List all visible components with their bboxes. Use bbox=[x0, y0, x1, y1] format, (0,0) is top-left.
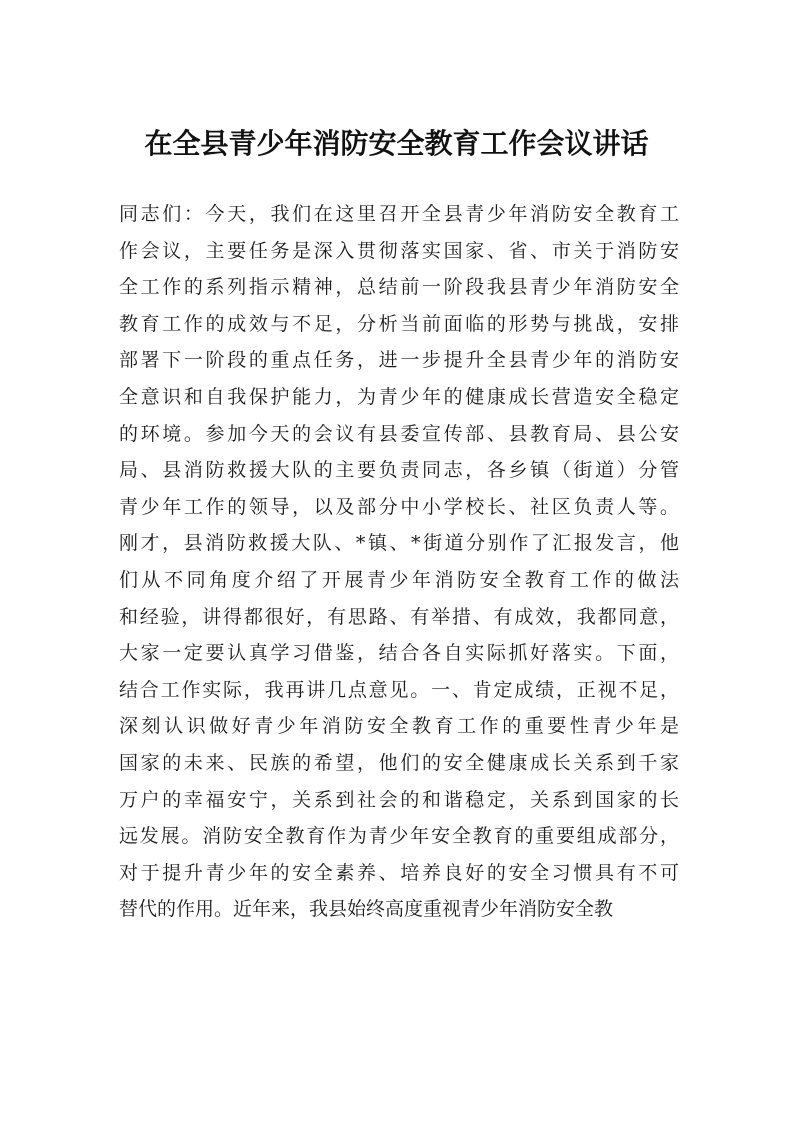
body-line: 国家的未来、民族的希望，他们的安全健康成长关系到千家 bbox=[119, 751, 679, 774]
body-line: 全工作的系列指示精神，总结前一阶段我县青少年消防安全 bbox=[119, 276, 679, 299]
body-line: 同志们：今天，我们在这里召开全县青少年消防安全教育工 bbox=[119, 203, 679, 225]
body-line: 局、县消防救援大队的主要负责同志，各乡镇（街道）分管 bbox=[119, 459, 679, 482]
body-line: 结合工作实际，我再讲几点意见。一、肯定成绩，正视不足， bbox=[119, 678, 679, 701]
body-line: 深刻认识做好青少年消防安全教育工作的重要性青少年是 bbox=[119, 715, 679, 738]
body-line: 的环境。参加今天的会议有县委宣传部、县教育局、县公安 bbox=[119, 422, 679, 445]
body-line: 作会议，主要任务是深入贯彻落实国家、省、市关于消防安 bbox=[119, 239, 679, 262]
body-line: 对于提升青少年的安全素养、培养良好的安全习惯具有不可 bbox=[119, 861, 679, 884]
body-line: 远发展。消防安全教育作为青少年安全教育的重要组成部分， bbox=[119, 825, 679, 848]
body-line: 替代的作用。近年来，我县始终高度重视青少年消防安全教 bbox=[119, 898, 614, 921]
body-line: 刚才，县消防救援大队、*镇、*街道分别作了汇报发言，他 bbox=[119, 532, 679, 555]
body-line: 教育工作的成效与不足，分析当前面临的形势与挑战，安排 bbox=[119, 312, 679, 335]
document-title: 在全县青少年消防安全教育工作会议讲话 bbox=[144, 127, 649, 160]
body-line: 青少年工作的领导，以及部分中小学校长、社区负责人等。 bbox=[119, 495, 679, 518]
body-line: 部署下一阶段的重点任务，进一步提升全县青少年的消防安 bbox=[119, 349, 679, 372]
body-line: 们从不同角度介绍了开展青少年消防安全教育工作的做法 bbox=[119, 568, 679, 591]
body-line: 和经验，讲得都很好，有思路、有举措、有成效，我都同意， bbox=[119, 605, 679, 628]
document-body bbox=[119, 196, 679, 928]
body-line: 大家一定要认真学习借鉴，结合各自实际抓好落实。下面， bbox=[119, 642, 679, 665]
body-line: 全意识和自我保护能力，为青少年的健康成长营造安全稳定 bbox=[119, 385, 679, 408]
body-line: 万户的幸福安宁，关系到社会的和谐稳定，关系到国家的长 bbox=[119, 788, 679, 811]
